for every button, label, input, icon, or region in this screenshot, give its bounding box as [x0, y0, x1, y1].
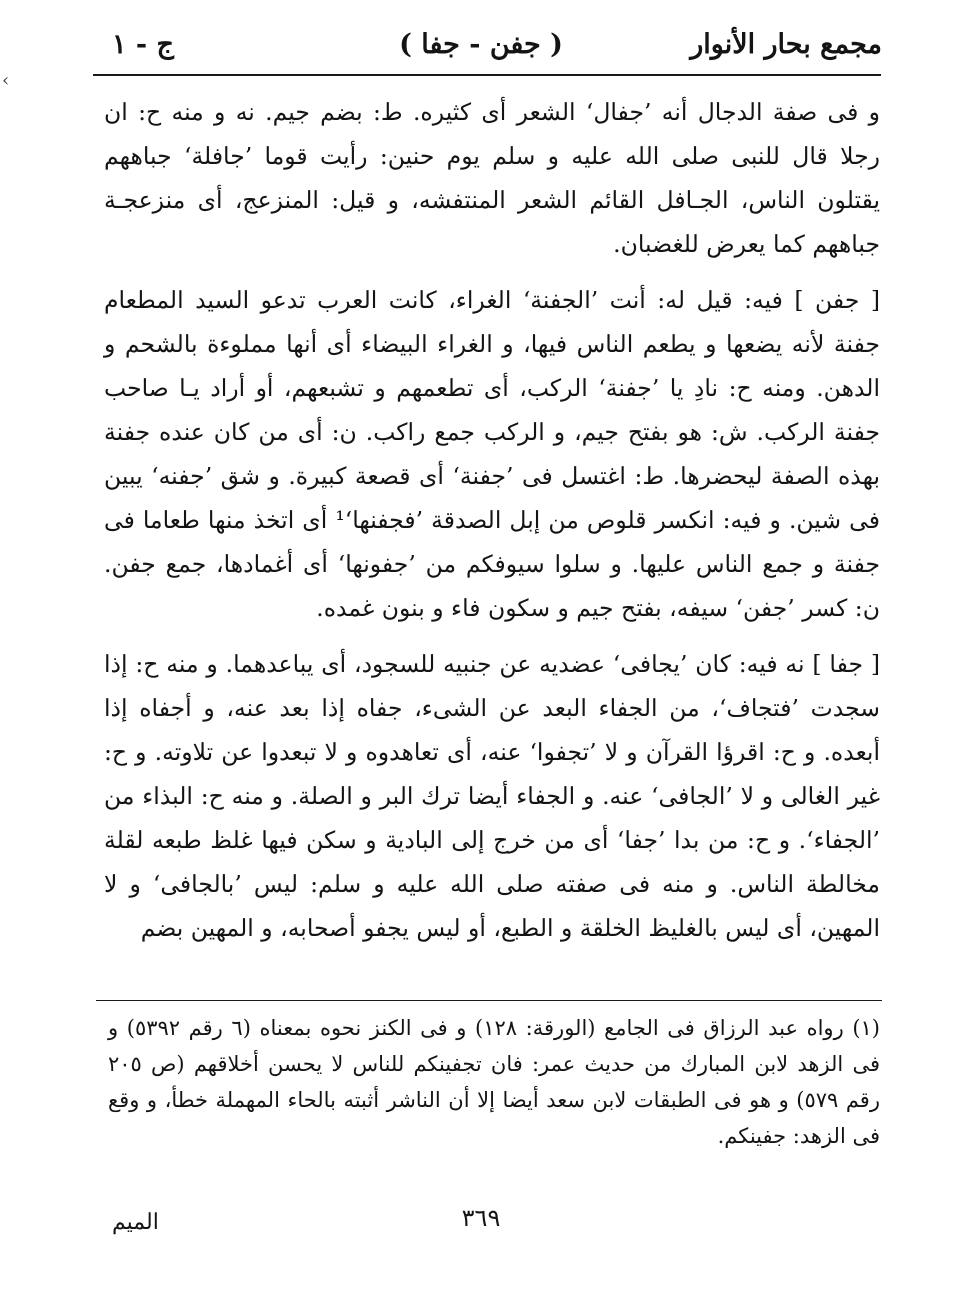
signature-mark: الميم	[112, 1210, 159, 1235]
footnote	[108, 1010, 880, 1154]
volume-label: ج - ١	[112, 29, 174, 60]
header-rule	[93, 74, 881, 76]
paragraph-jafa: [ جفا ] نه فيه: كان ’يجافى‘ عضديه عن جنبيه للسجود، أى يباعدهما. و منه ح: إذا سجدت ’فتجاف‘، من الجفاء البعد عن الشىء، جفاه إذا بعد عنه، و أجفاه إذا أبعده. و ح: اقرؤا القرآن و لا ’تجفوا‘ عنه، أى تعاهدوه و لا تبعدوا عن تلاوته. و ح: غير الغالى و لا ’الجافى‘ عنه. و الجفاء أيضا ترك البر و الصلة. و منه ح: البذاء من ’الجفاء‘. و ح: من بدا ’جفا‘ أى من خرج إلى البادية و سكن فيها غلظ طبعه لقلة مخالطة الناس. و منه فى صفته صلى الله عليه و سلم: ليس ’بالجافى‘ و لا المهين، أى ليس بالغليظ الخلقة و الطبع، أو ليس يجفو أصحابه، و المهين بضم	[104, 650, 880, 942]
entry-range: ( جفن - جفا )	[399, 29, 563, 60]
footnote-rule	[96, 1000, 882, 1001]
page-number: ٣٦٩	[461, 1204, 501, 1232]
footnote-text: (١) رواه عبد الرزاق فى الجامع (الورقة: ١٢٨) و فى الكنز نحوه بمعناه (٦ رقم ٥٣٩٢) و فى الزهد لابن المبارك من حديث عمر: فان تجفينكم للناس لا يحسن أخلاقهم (ص ٢٠٥ رقم ٥٧٩) و هو فى الطبقات لابن سعد أيضا إلا أن الناشر أثبته بالحاء المهملة خطأ، و وقع فى الزهد: جفينكم.	[108, 1016, 880, 1148]
main-text	[104, 90, 880, 950]
paragraph-intro: و فى صفة الدجال أنه ’جفال‘ الشعر أى كثيره. ط: بضم جيم. نه و منه ح: ان رجلا قال للنبى صلى الله عليه و سلم يوم حنين: رأيت قوما ’جافلة‘ جباههم يقتلون الناس، الجـافل القائم الشعر المنتفشه، و قيل: المنزعج، أى منزعجـة جباههم كما يعرض للغضبان.	[104, 98, 880, 258]
paragraph-jafn: [ جفن ] فيه: قيل له: أنت ’الجفنة‘ الغراء، كانت العرب تدعو السيد المطعام جفنة لأنه يضعها و يطعم الناس فيها، و الغراء البيضاء أى أنها مملوءة بالشحم و الدهن. ومنه ح: نادِ يا ’جفنة‘ الركب، أى تطعمهم و تشبعهم، أو أراد يـا صاحب جفنة الركب. ش: هو بفتح جيم، و الركب جمع راكب. ن: أى من كان عنده جفنة بهذه الصفة ليحضرها. ط: اغتسل فى ’جفنة‘ أى قصعة كبيرة. و شق ’جفنه‘ يبين فى شين. و فيه: انكسر قلوص من إبل الصدقة ’فجفنها‘¹ أى اتخذ منها طعاما فى جفنة و جمع الناس عليها. و سلوا سيوفكم من ’جفونها‘ أى أغمادها، جمع جفن. ن: كسر ’جفن‘ سيفه، بفتح جيم و سكون فاء و بنون غمده.	[104, 286, 880, 622]
margin-mark: ‹	[2, 70, 10, 91]
book-title: مجمع بحار الأنوار	[690, 29, 882, 60]
